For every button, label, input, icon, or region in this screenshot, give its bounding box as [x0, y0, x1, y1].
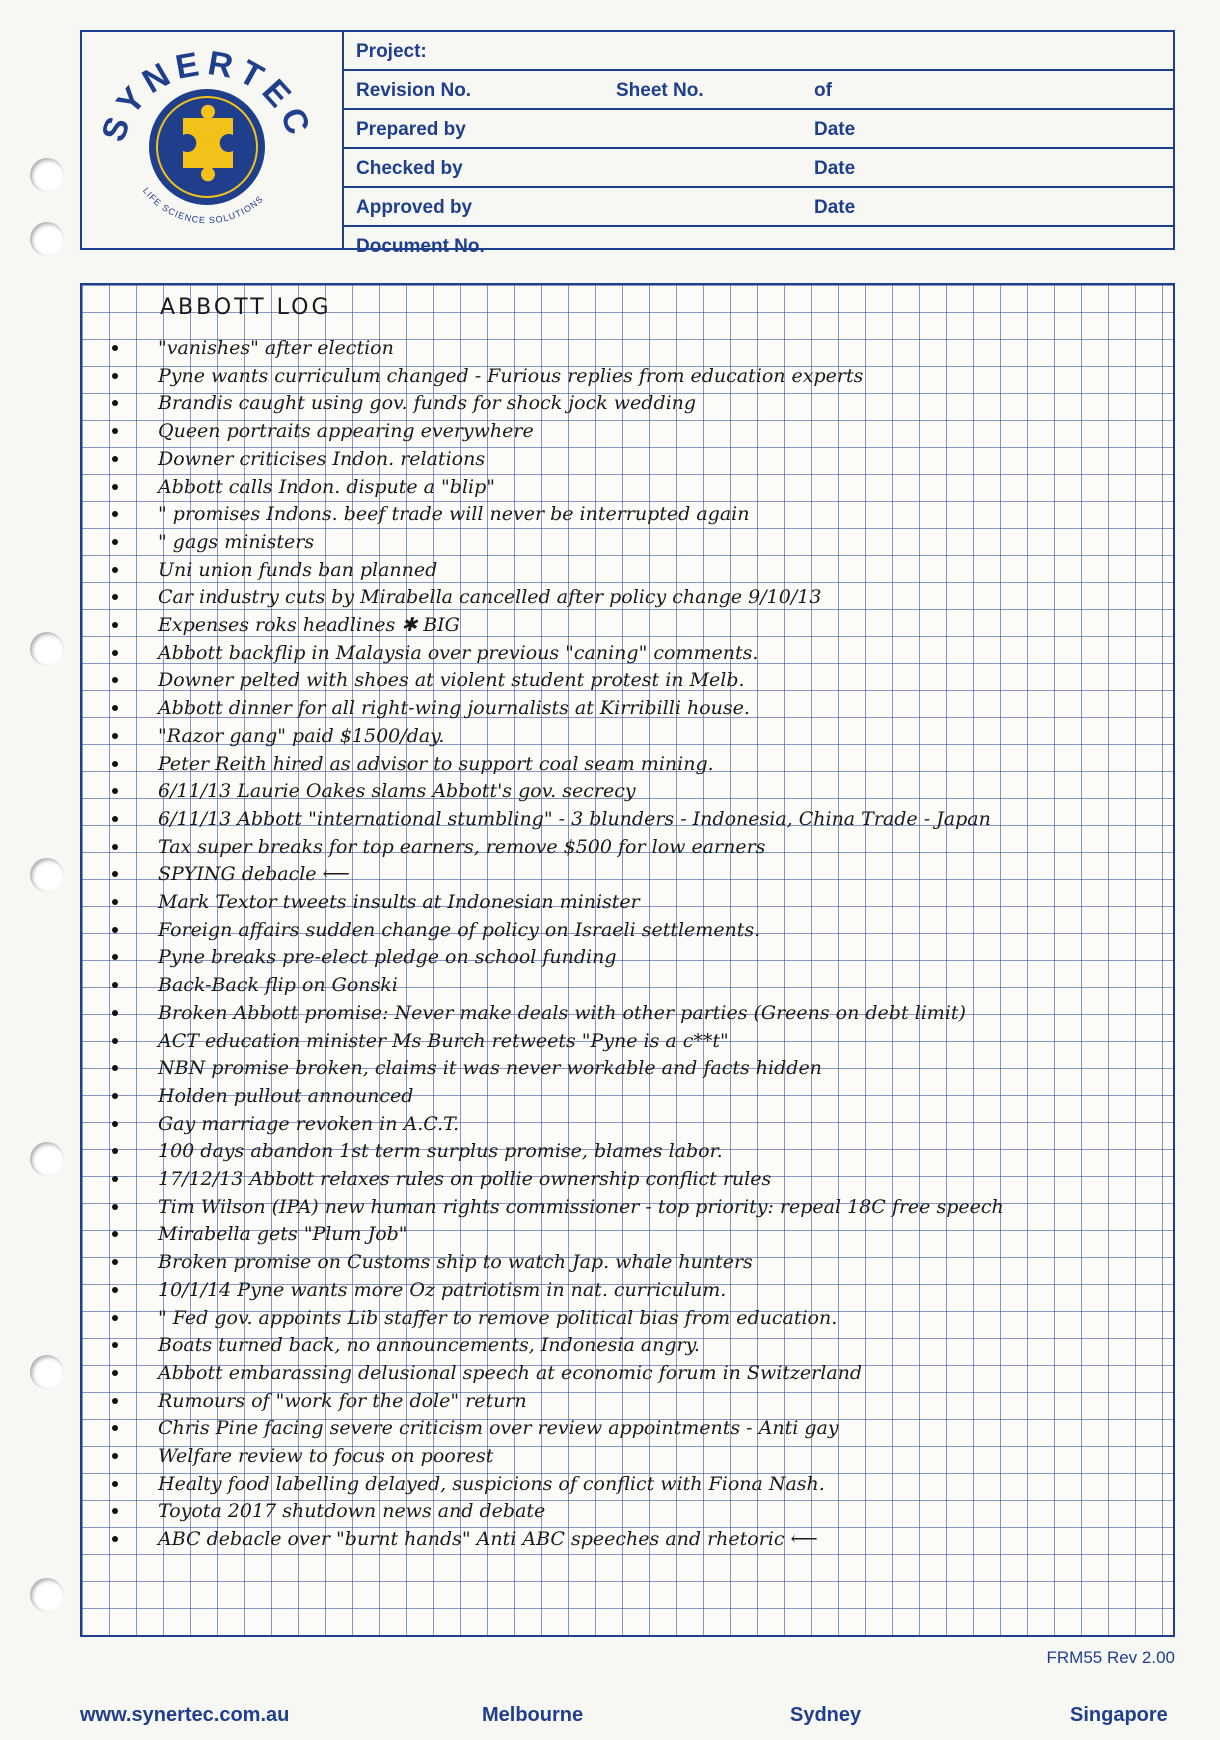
punch-hole [30, 1578, 64, 1612]
approved-label: Approved by [356, 197, 473, 218]
bullet-icon [112, 927, 118, 933]
document-row [344, 227, 1173, 264]
log-entry-text: "Razor gang" paid $1500/day. [158, 724, 445, 747]
bullet-icon [112, 1176, 118, 1182]
revision-row [344, 71, 1173, 110]
log-entry-text: Holden pullout announced [158, 1084, 414, 1107]
log-entry-text: Abbott calls Indon. dispute a "blip" [158, 475, 495, 498]
log-entry-text: Abbott backflip in Malaysia over previous "caning" comments. [158, 641, 759, 664]
bullet-icon [112, 1065, 118, 1071]
grid-sheet [80, 283, 1175, 1637]
log-entry-text: Broken promise on Customs ship to watch Jap. whale hunters [158, 1251, 753, 1274]
approved-row [344, 188, 1173, 227]
logo-tagline: LIFE SCIENCE SOLUTIONS [140, 185, 266, 226]
document-label: Document No. [356, 236, 485, 257]
bullet-icon [112, 1342, 118, 1348]
log-entry-text: " Fed gov. appoints Lib staffer to remove political bias from education. [158, 1306, 838, 1329]
log-entry-text: Abbott embarassing delusional speech at economic forum in Switzerland [158, 1361, 863, 1384]
log-entry-text: Abbott dinner for all right-wing journalists at Kirribilli house. [158, 697, 750, 720]
log-entry-text: " promises Indons. beef trade will never be interrupted again [158, 503, 750, 526]
checked-row [344, 149, 1173, 188]
of-label: of [814, 80, 832, 101]
sheet-label: Sheet No. [616, 80, 704, 101]
log-entry-text: Healty food labelling delayed, suspicions of conflict with Fiona Nash. [158, 1472, 825, 1495]
log-entry-text: " gags ministers [158, 530, 315, 553]
bullet-icon [112, 761, 118, 767]
bullet-icon [112, 484, 118, 490]
log-entry-text: Queen portraits appearing everywhere [158, 420, 534, 443]
bullet-icon [112, 1121, 118, 1127]
log-entry-text: Mark Textor tweets insults at Indonesian minister [158, 891, 640, 913]
bullet-icon [112, 816, 118, 822]
prepared-label: Prepared by [356, 119, 466, 140]
bullet-icon [112, 539, 118, 545]
footer-city-singapore: Singapore [1070, 1704, 1168, 1726]
log-entry-text: 100 days abandon 1st term surplus promise, blames labor. [158, 1140, 723, 1163]
log-entry-text: Mirabella gets "Plum Job" [158, 1223, 408, 1246]
bullet-icon [112, 400, 118, 406]
bullet-icon [112, 1259, 118, 1265]
bullet-icon [112, 1508, 118, 1514]
log-entry-text: 6/11/13 Abbott "international stumbling" - 3 blunders - Indonesia, China Trade - Japan [158, 807, 991, 830]
log-entry-text: Pyne breaks pre-elect pledge on school funding [158, 946, 617, 969]
bullet-icon [112, 982, 118, 988]
bullet-icon [112, 677, 118, 683]
log-entry-text: Welfare review to focus on poorest [158, 1445, 494, 1467]
bullet-icon [112, 456, 118, 462]
bullet-icon [112, 871, 118, 877]
checked-date-label: Date [814, 158, 856, 179]
log-entry-text: Downer criticises Indon. relations [158, 447, 486, 470]
form-fields [344, 32, 1173, 264]
log-entry-text: 6/11/13 Laurie Oakes slams Abbott's gov. secrecy [158, 780, 636, 803]
log-entry-text: Expenses roks headlines ✱ BIG [158, 614, 460, 636]
log-entry-text: 10/1/14 Pyne wants more Oz patriotism in nat. curriculum. [158, 1278, 727, 1301]
log-entry-text: SPYING debacle ⟵ [158, 863, 350, 886]
log-entry-text: Gay marriage revoken in A.C.T. [158, 1112, 460, 1135]
logo-area [82, 32, 344, 248]
punch-hole [30, 158, 64, 192]
log-entry-text: Back-Back flip on Gonski [158, 974, 398, 997]
bullet-icon [112, 1315, 118, 1321]
logo-wordmark: SYNERTEC [94, 44, 320, 147]
punch-hole [30, 858, 64, 892]
bullet-icon [112, 1370, 118, 1376]
revision-label: Revision No. [356, 80, 472, 101]
log-entry-text: Brandis caught using gov. funds for shock jock wedding [158, 392, 697, 415]
log-entry-text: Broken Abbott promise: Never make deals with other parties (Greens on debt limit) [158, 1001, 966, 1024]
approved-date-label: Date [814, 197, 856, 218]
log-entry-text: "vanishes" after election [158, 337, 394, 359]
bullet-icon [112, 844, 118, 850]
log-entry-text: ACT education minister Ms Burch retweets "Pyne is a c**t" [158, 1029, 729, 1052]
bullet-icon [112, 594, 118, 600]
bullet-icon [112, 1398, 118, 1404]
bullet-icon [112, 373, 118, 379]
bullet-icon [112, 650, 118, 656]
punch-hole [30, 222, 64, 256]
checked-label: Checked by [356, 158, 463, 179]
prepared-row [344, 110, 1173, 149]
project-label: Project: [356, 41, 427, 62]
bullet-icon [112, 1231, 118, 1237]
punch-hole [30, 632, 64, 666]
bullet-icon [112, 622, 118, 628]
log-entry-text: Toyota 2017 shutdown news and debate [158, 1500, 546, 1523]
bullet-icon [112, 1481, 118, 1487]
punch-hole [30, 1355, 64, 1389]
log-entry-text: Chris Pine facing severe criticism over review appointments - Anti gay [158, 1417, 839, 1440]
footer-city-sydney: Sydney [790, 1704, 862, 1726]
log-entry-text: Boats turned back, no announcements, Indonesia angry. [158, 1334, 700, 1357]
form-code: FRM55 Rev 2.00 [1046, 1648, 1175, 1667]
log-entry-text: NBN promise broken, claims it was never workable and facts hidden [158, 1057, 822, 1080]
project-row [344, 32, 1173, 71]
log-entry-text: 17/12/13 Abbott relaxes rules on pollie ownership conflict rules [158, 1168, 772, 1190]
bullet-icon [112, 1010, 118, 1016]
log-entry-text: Tim Wilson (IPA) new human rights commissioner - top priority: repeal 18C free speech [158, 1195, 1004, 1218]
bullet-icon [112, 899, 118, 905]
bullet-icon [112, 954, 118, 960]
bullet-icon [112, 705, 118, 711]
footer-city-melbourne: Melbourne [482, 1704, 584, 1726]
bullet-icon [112, 1038, 118, 1044]
log-entry-text: Car industry cuts by Mirabella cancelled after policy change 9/10/13 [158, 586, 822, 609]
bullet-icon [112, 1093, 118, 1099]
log-entry-text: Downer pelted with shoes at violent student protest in Melb. [158, 669, 745, 692]
log-entry-text: Tax super breaks for top earners, remove $500 for low earners [158, 835, 766, 858]
bullet-icon [112, 1453, 118, 1459]
bullet-icon [112, 1148, 118, 1154]
prepared-date-label: Date [814, 119, 856, 140]
bullet-icon [112, 1536, 118, 1542]
log-title: ABBOTT LOG [160, 295, 332, 320]
bullet-icon [112, 511, 118, 517]
bullet-icon [112, 345, 118, 351]
log-entry-text: ABC debacle over "burnt hands" Anti ABC speeches and rhetoric ⟵ [158, 1528, 818, 1551]
bullet-icon [112, 733, 118, 739]
bullet-icon [112, 1425, 118, 1431]
synertec-logo [82, 32, 342, 248]
log-entry-text: Foreign affairs sudden change of policy on Israeli settlements. [158, 918, 761, 941]
log-entry-text: Pyne wants curriculum changed - Furious replies from education experts [158, 364, 864, 387]
bullet-icon [112, 567, 118, 573]
bullet-icon [112, 788, 118, 794]
log-entry-text: Uni union funds ban planned [158, 558, 438, 581]
footer-website[interactable]: www.synertec.com.au [80, 1704, 290, 1726]
bullet-icon [112, 1204, 118, 1210]
log-entry-text: Rumours of "work for the dole" return [158, 1389, 527, 1412]
bullet-icon [112, 428, 118, 434]
bullet-icon [112, 1287, 118, 1293]
log-entry-text: Peter Reith hired as advisor to support coal seam mining. [158, 752, 714, 775]
form-header [80, 30, 1175, 257]
punch-hole [30, 1142, 64, 1176]
